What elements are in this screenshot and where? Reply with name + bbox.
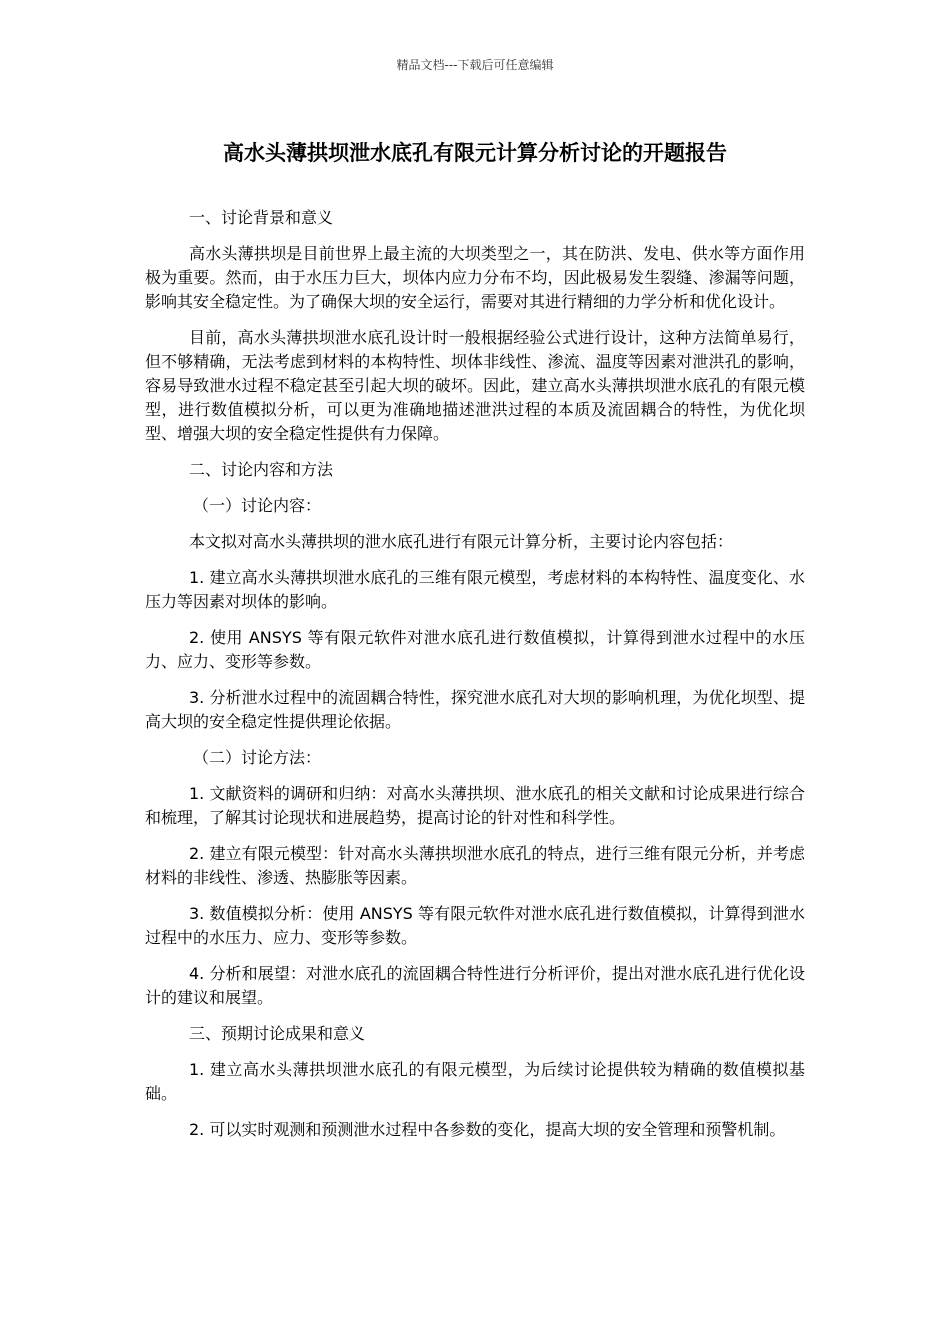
list-item: 4. 分析和展望：对泄水底孔的流固耦合特性进行分析评价，提出对泄水底孔进行优化设计的建议和展望。 <box>145 964 805 1007</box>
section-heading-expected-results: 三、预期讨论成果和意义 <box>189 1024 366 1043</box>
list-item: 1. 建立高水头薄拱坝泄水底孔的三维有限元模型，考虑材料的本构特性、温度变化、水压力等因素对坝体的影响。 <box>145 568 805 611</box>
document-body <box>145 206 805 1154</box>
document-title: 高水头薄拱坝泄水底孔有限元计算分析讨论的开题报告 <box>223 141 727 165</box>
subsection-heading-method: （二）讨论方法： <box>193 748 322 767</box>
subsection-heading-content: （一）讨论内容： <box>193 496 322 515</box>
list-item: 2. 使用 ANSYS 等有限元软件对泄水底孔进行数值模拟，计算得到泄水过程中的水压力、应力、变形等参数。 <box>145 628 805 671</box>
list-item: 3. 分析泄水过程中的流固耦合特性，探究泄水底孔对大坝的影响机理，为优化坝型、提高大坝的安全稳定性提供理论依据。 <box>145 688 805 731</box>
list-item: 2. 建立有限元模型：针对高水头薄拱坝泄水底孔的特点，进行三维有限元分析，并考虑材料的非线性、渗透、热膨胀等因素。 <box>145 844 805 887</box>
list-item: 1. 建立高水头薄拱坝泄水底孔的有限元模型，为后续讨论提供较为精确的数值模拟基础。 <box>145 1060 805 1103</box>
section-heading-background: 一、讨论背景和意义 <box>189 208 334 227</box>
paragraph: 目前，高水头薄拱坝泄水底孔设计时一般根据经验公式进行设计，这种方法简单易行，但不够精确，无法考虑到材料的本构特性、坝体非线性、渗流、温度等因素对泄洪孔的影响，容易导致泄水过程不稳定甚至引起大坝的破坏。因此，建立高水头薄拱坝泄水底孔的有限元模型，进行数值模拟分析，可以更为准确地描述泄洪过程的本质及流固耦合的特性，为优化坝型、增强大坝的安全稳定性提供有力保障。 <box>145 328 805 443</box>
list-item: 1. 文献资料的调研和归纳：对高水头薄拱坝、泄水底孔的相关文献和讨论成果进行综合和梳理，了解其讨论现状和进展趋势，提高讨论的针对性和科学性。 <box>145 784 805 827</box>
section-heading-content-method: 二、讨论内容和方法 <box>189 460 334 479</box>
header-note: 精品文档---下载后可任意编辑 <box>396 58 554 72</box>
paragraph: 高水头薄拱坝是目前世界上最主流的大坝类型之一，其在防洪、发电、供水等方面作用极为重要。然而，由于水压力巨大，坝体内应力分布不均，因此极易发生裂缝、渗漏等问题，影响其安全稳定性。为了确保大坝的安全运行，需要对其进行精细的力学分析和优化设计。 <box>145 244 805 311</box>
list-item: 2. 可以实时观测和预测泄水过程中各参数的变化，提高大坝的安全管理和预警机制。 <box>189 1120 786 1139</box>
list-item: 3. 数值模拟分析：使用 ANSYS 等有限元软件对泄水底孔进行数值模拟，计算得到泄水过程中的水压力、应力、变形等参数。 <box>145 904 805 947</box>
paragraph: 本文拟对高水头薄拱坝的泄水底孔进行有限元计算分析，主要讨论内容包括： <box>189 532 734 551</box>
